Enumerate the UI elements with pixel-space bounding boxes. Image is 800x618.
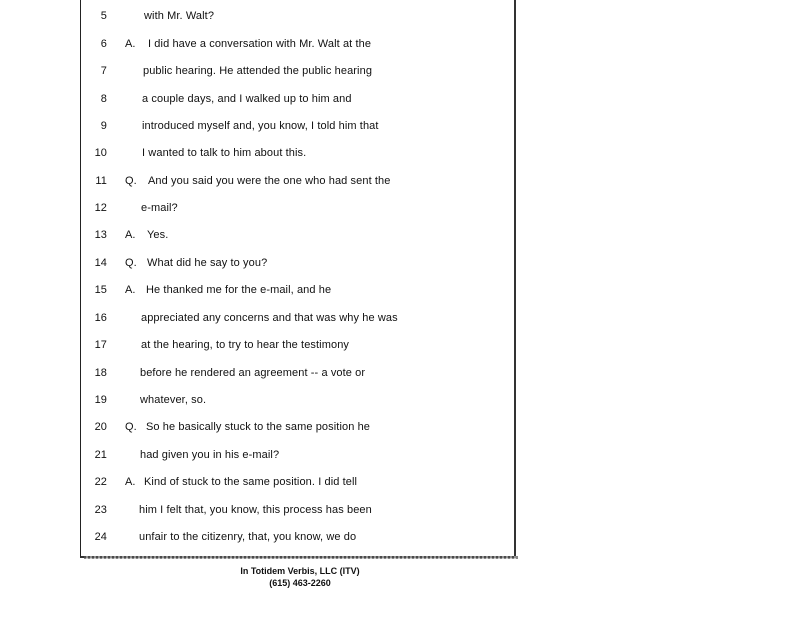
transcript-line [81,225,511,245]
transcript-line [81,280,511,300]
transcript-line [81,308,511,328]
line-text: introduced myself and, you know, I told him that [142,120,379,132]
line-text: appreciated any concerns and that was why he was [141,312,398,324]
line-text: Yes. [147,229,169,241]
transcript-line [81,390,511,410]
transcript-line [81,335,511,355]
transcript-line [81,198,511,218]
line-text: at the hearing, to try to hear the testimony [141,339,350,351]
line-text: unfair to the citizenry, that, you know, we do [139,531,357,543]
line-text: I wanted to talk to him about this. [142,147,307,159]
line-text: public hearing. He attended the public hearing [143,65,373,77]
line-number: 23 [94,504,107,516]
line-text: I did have a conversation with Mr. Walt at the [148,38,372,50]
transcript-line [81,116,511,136]
speaker-label: A. [125,284,136,296]
line-number: 12 [94,202,107,214]
speaker-label: Q. [125,257,137,269]
line-number: 16 [94,312,107,324]
line-number: 21 [94,449,107,461]
transcript-line [81,61,511,81]
line-number: 20 [94,421,107,433]
line-number: 7 [100,65,107,77]
line-number: 11 [95,175,107,187]
line-number: 5 [100,10,107,22]
line-number: 8 [100,93,107,105]
line-number: 9 [100,120,107,132]
line-text: Kind of stuck to the same position. I did tell [144,476,358,488]
speaker-label: A. [125,229,136,241]
speaker-label: Q. [125,175,137,187]
page-edge-shadow [84,556,518,559]
speaker-label: A. [125,38,136,50]
line-text: e-mail? [141,202,178,214]
line-number: 22 [94,476,107,488]
transcript-line [81,417,511,437]
line-text: And you said you were the one who had sent the [148,175,391,187]
line-number: 15 [94,284,107,296]
transcript-line [81,500,511,520]
transcript-line [81,143,511,163]
transcript-line [81,527,511,547]
line-number: 6 [100,38,107,50]
transcript-line [81,445,511,465]
footer-company: In Totidem Verbis, LLC (ITV) [240,566,360,576]
line-number: 13 [94,229,107,241]
transcript-line [81,253,511,273]
line-text: whatever, so. [140,394,207,406]
line-number: 24 [94,531,107,543]
transcript-line [81,171,511,191]
line-text: him I felt that, you know, this process has been [139,504,372,516]
transcript-line [81,34,511,54]
line-text: had given you in his e-mail? [140,449,280,461]
line-text: He thanked me for the e-mail, and he [146,284,332,296]
line-text: before he rendered an agreement -- a vote or [140,367,366,379]
transcript-line [81,472,511,492]
transcript-line [81,6,511,26]
speaker-label: Q. [125,421,137,433]
line-text: a couple days, and I walked up to him and [142,93,352,105]
line-number: 14 [94,257,107,269]
transcript-page [80,0,516,558]
line-text: with Mr. Walt? [144,10,215,22]
line-number: 18 [94,367,107,379]
footer-phone: (615) 463-2260 [269,578,331,588]
speaker-label: A. [125,476,136,488]
line-text: So he basically stuck to the same position he [146,421,371,433]
transcript-line [81,363,511,383]
transcript-line [81,89,511,109]
line-text: What did he say to you? [147,257,268,269]
line-number: 10 [94,147,107,159]
line-number: 19 [94,394,107,406]
line-number: 17 [94,339,107,351]
